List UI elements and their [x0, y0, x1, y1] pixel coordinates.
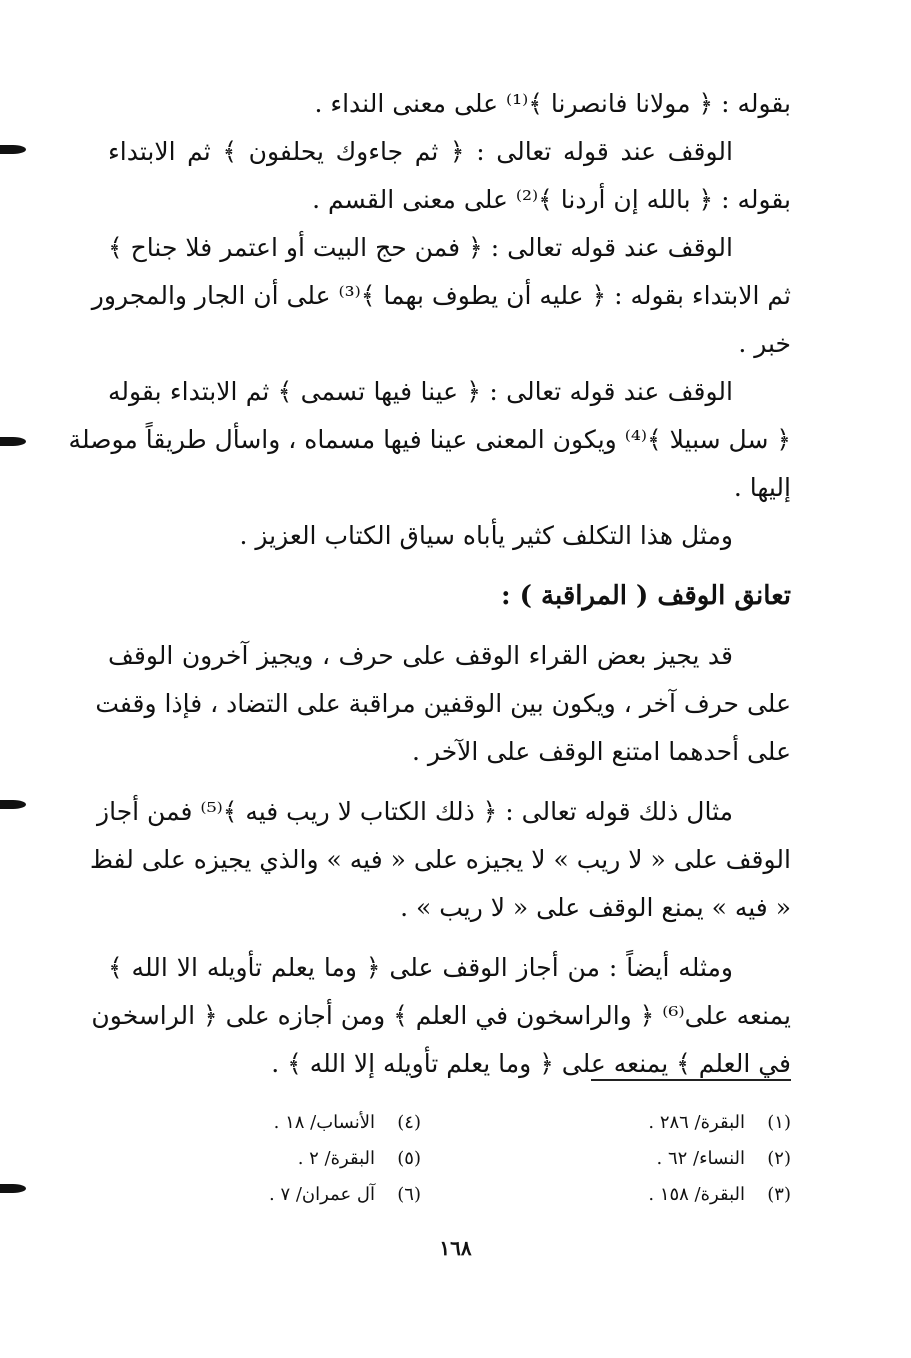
footnote-number: (٢) [767, 1148, 791, 1169]
text-line: على حرف آخر ، ويكون بين الوقفين مراقبة على التضاد ، فإذا وقفت [95, 689, 791, 718]
text-line: ثم الابتداء بقوله : ﴿ عليه أن يطوف بهما ﴾⁽³⁾ على أن الجار والمجرور [91, 281, 791, 310]
text-line: الوقف عند قوله تعالى : ﴿ فمن حج البيت أو اعتمر فلا جناح ﴾ [108, 233, 733, 262]
page-body [68, 80, 791, 1088]
footnote-text: البقرة/ ١٥٨ . [648, 1184, 745, 1205]
binding-mark [0, 437, 26, 446]
footnote-divider [591, 1079, 791, 1081]
text-line: الوقف عند قوله تعالى : ﴿ عينا فيها تسمى ﴾ ثم الابتداء بقوله [108, 377, 733, 406]
footnote [648, 1177, 791, 1213]
text-line: مثال ذلك قوله تعالى : ﴿ ذلك الكتاب لا ريب فيه ﴾⁽⁵⁾ فمن أجاز [97, 797, 733, 826]
footnote [269, 1177, 421, 1213]
text-line: الوقف عند قوله تعالى : ﴿ ثم جاءوك يحلفون ﴾ ثم الابتداء [108, 137, 733, 166]
text-line: ﴿ سل سبيلا ﴾⁽⁴⁾ ويكون المعنى عينا فيها مسماه ، واسأل طريقاً موصلة [68, 425, 791, 454]
footnote-text: النساء/ ٦٢ . [656, 1148, 745, 1169]
text-line: « فيه » يمنع الوقف على « لا ريب » . [400, 893, 791, 922]
footnote [648, 1105, 791, 1141]
text-line: بقوله : ﴿ بالله إن أردنا ﴾⁽²⁾ على معنى القسم . [312, 185, 791, 214]
footnote-number: (٦) [397, 1184, 421, 1205]
text-line: الوقف على « لا ريب » لا يجيزه على « فيه » والذي يجيزه على لفظ [89, 845, 791, 874]
text-line: خبر . [738, 329, 791, 358]
footnote-text: البقرة/ ٢٨٦ . [648, 1112, 745, 1133]
footnote [269, 1105, 421, 1141]
text-line: في العلم ﴾ يمنعه على ﴿ وما يعلم تأويله إلا الله ﴾ . [271, 1049, 791, 1078]
section-heading: تعانق الوقف ( المراقبة ) : [501, 581, 791, 611]
footnote-text: البقرة/ ٢ . [297, 1148, 375, 1169]
text-line: بقوله : ﴿ مولانا فانصرنا ﴾⁽¹⁾ على معنى النداء . [314, 89, 791, 118]
footnote [269, 1141, 421, 1177]
footnote-number: (٣) [767, 1184, 791, 1205]
page-number: ١٦٨ [439, 1236, 472, 1260]
footnotes-column-left [269, 1105, 421, 1213]
footnote-number: (٤) [397, 1112, 421, 1133]
text-line: يمنعه على⁽⁶⁾ ﴿ والراسخون في العلم ﴾ ومن أجازه على ﴿ الراسخون [91, 1001, 791, 1030]
text-line: على أحدهما امتنع الوقف على الآخر . [412, 737, 791, 766]
text-line: قد يجيز بعض القراء الوقف على حرف ، ويجيز آخرون الوقف [108, 641, 733, 670]
footnote-text: الأنساب/ ١٨ . [273, 1112, 375, 1133]
binding-mark [0, 800, 26, 809]
footnote-number: (٥) [397, 1148, 421, 1169]
binding-mark [0, 1184, 26, 1193]
binding-mark [0, 145, 26, 154]
text-line: ومثل هذا التكلف كثير يأباه سياق الكتاب العزيز . [239, 521, 733, 550]
text-line: ومثله أيضاً : من أجاز الوقف على ﴿ وما يعلم تأويله الا الله ﴾ [108, 953, 733, 982]
footnote-text: آل عمران/ ٧ . [268, 1184, 375, 1205]
footnotes-column-right [648, 1105, 791, 1213]
footnote-number: (١) [767, 1112, 791, 1133]
text-line: إليها . [733, 473, 791, 502]
footnote [648, 1141, 791, 1177]
